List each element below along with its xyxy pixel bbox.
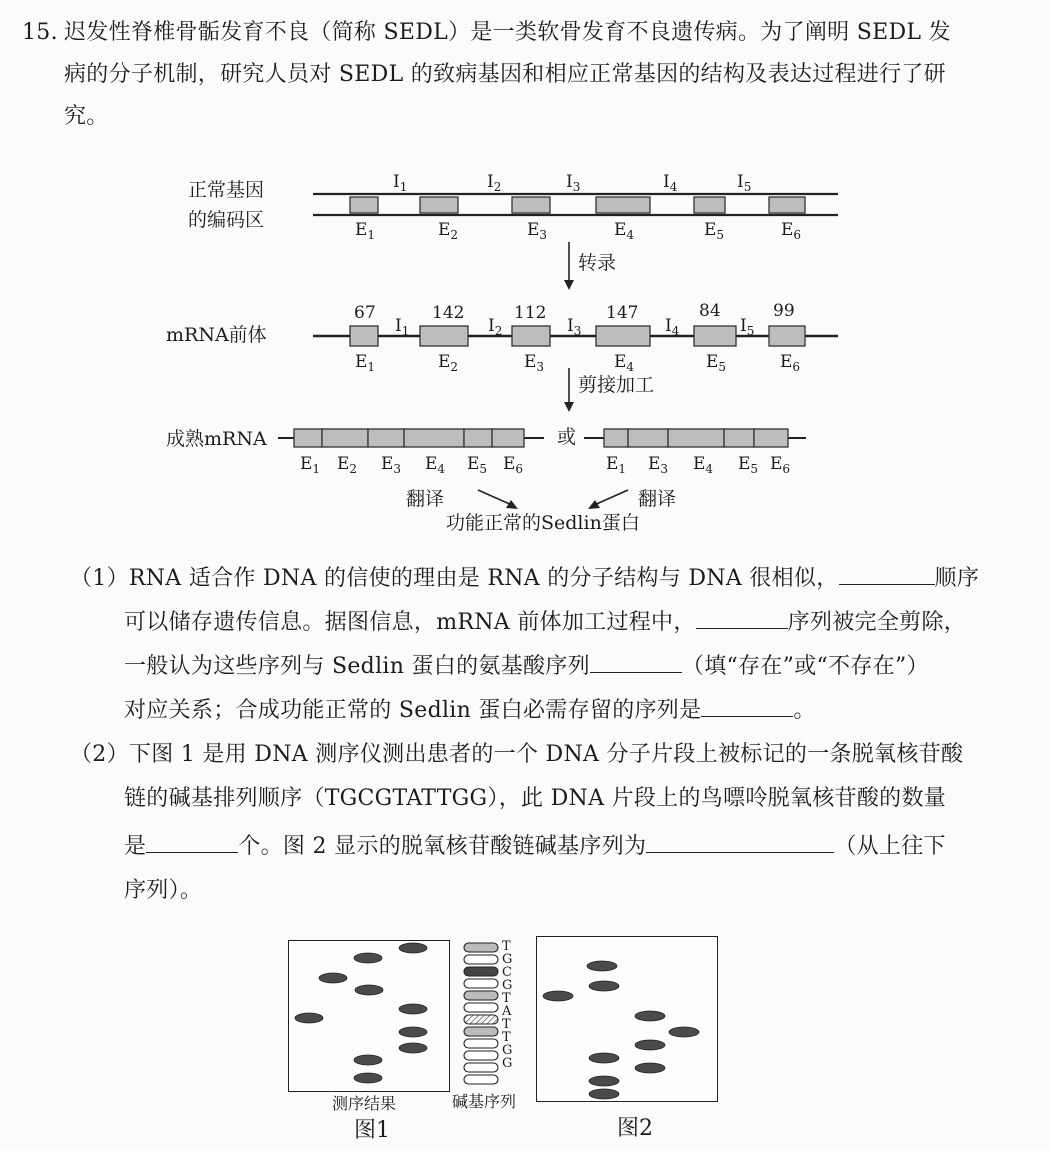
base-4: G [502, 978, 513, 993]
mature-left-exon-3: E [381, 454, 394, 474]
pre-exon-label-1: E [355, 352, 368, 372]
fig1-caption: 测序结果 [332, 1094, 397, 1113]
pre-exon-label-2: E [438, 352, 451, 372]
part2-line-4: 序列）。 [124, 878, 203, 903]
gene-exon-label-1: E [355, 220, 368, 240]
gene-intron-5: I [737, 172, 744, 192]
mature-right-exon-1: E [606, 454, 619, 474]
pre-intron-3: I [567, 316, 574, 336]
base-2: G [502, 952, 513, 967]
gene-exon-label-2: E [438, 220, 451, 240]
base-9: G [502, 1043, 513, 1058]
base-3: C [502, 965, 512, 980]
exon-length-5: 84 [699, 301, 721, 321]
base-8: T [502, 1030, 511, 1045]
part2-line-1: （2）下图 1 是用 DNA 测序仪测出患者的一个 DNA 分子片段上被标记的一条脱氧核苷酸 [70, 742, 964, 767]
gene-exon-label-3: E [527, 220, 540, 240]
pre-exon-label-3: E [524, 352, 537, 372]
pre-intron-2: I [488, 316, 495, 336]
gene-exon-label-5: E [704, 220, 717, 240]
exon-length-1: 67 [354, 303, 376, 323]
splicing-label: 剪接加工 [578, 374, 655, 396]
pre-intron-1: I [395, 316, 402, 336]
stem-line-1: 迟发性脊椎骨骺发育不良（简称 SEDL）是一类软骨发育不良遗传病。为了阐明 SEDL 发 [64, 20, 951, 45]
gene-exon-label-4: E [614, 220, 627, 240]
gene-intron-1: I [393, 172, 400, 192]
mature-right-exon-6: E [770, 454, 783, 474]
pre-intron-4: I [665, 316, 672, 336]
translate-right-label: 翻译 [638, 488, 677, 510]
or-label: 或 [557, 426, 577, 448]
mature-right-exon-5: E [738, 454, 751, 474]
stem-line-2: 病的分子机制，研究人员对 SEDL 的致病基因和相应正常基因的结构及表达过程进行了研 [64, 62, 946, 87]
base-6: A [502, 1004, 512, 1019]
stem-line-3: 究。 [64, 104, 109, 129]
part1-line-2: 可以储存遗传信息。据图信息，mRNA 前体加工过程中， 序列被完全剪除， [124, 610, 967, 635]
base-7: T [502, 1017, 511, 1032]
mature-right-exon-3: E [648, 454, 661, 474]
part2-line-3: 是 个。图 2 显示的脱氧核苷酸链碱基序列为 （从上往下 [124, 834, 946, 859]
pre-exon-label-5: E [706, 352, 719, 372]
gene-label-1: 正常基因 [188, 179, 265, 201]
gene-intron-2: I [487, 172, 494, 192]
mature-left-exon-2: E [337, 454, 350, 474]
fig2-title: 图2 [617, 1116, 653, 1141]
mature-left-exon-1: E [300, 454, 313, 474]
part1-line-3: 一般认为这些序列与 Sedlin 蛋白的氨基酸序列 （填“存在”或“不存在”） [124, 654, 929, 679]
mature-left-exon-6: E [503, 454, 516, 474]
part2-line-2: 链的碱基排列顺序（TGCGTATTGG），此 DNA 片段上的鸟嘌呤脱氧核苷酸的数量 [124, 786, 947, 811]
gene-intron-4: I [663, 172, 670, 192]
base-5: T [502, 991, 511, 1006]
exon-length-6: 99 [773, 301, 795, 321]
fig1-title: 图1 [354, 1118, 390, 1143]
mature-left-exon-4: E [425, 454, 438, 474]
part1-line-4: 对应关系；合成功能正常的 Sedlin 蛋白必需存留的序列是 。 [124, 698, 816, 723]
question-number: 15. [22, 20, 58, 45]
pre-exon-label-6: E [780, 352, 793, 372]
protein-label: 功能正常的Sedlin蛋白 [446, 512, 640, 534]
translate-left-label: 翻译 [406, 488, 445, 510]
pre-intron-5: I [740, 316, 747, 336]
base-10: G [502, 1056, 513, 1071]
gene-exon-label-6: E [781, 220, 794, 240]
transcription-label: 转录 [578, 252, 617, 274]
gene-label-2: 的编码区 [188, 209, 265, 231]
exon-length-4: 147 [606, 303, 639, 323]
mature-right-exon-4: E [693, 454, 706, 474]
gene-intron-3: I [566, 172, 573, 192]
exon-length-2: 142 [432, 303, 465, 323]
mature-left-exon-5: E [467, 454, 480, 474]
base-caption: 碱基序列 [452, 1092, 517, 1111]
base-1: T [502, 939, 511, 954]
mature-mrna-label: 成熟mRNA [166, 428, 267, 450]
part1-line-1: （1）RNA 适合作 DNA 的信使的理由是 RNA 的分子结构与 DNA 很相似， 顺序 [70, 566, 980, 591]
pre-mrna-label: mRNA前体 [166, 324, 267, 346]
exon-length-3: 112 [514, 303, 547, 323]
pre-exon-label-4: E [614, 352, 627, 372]
